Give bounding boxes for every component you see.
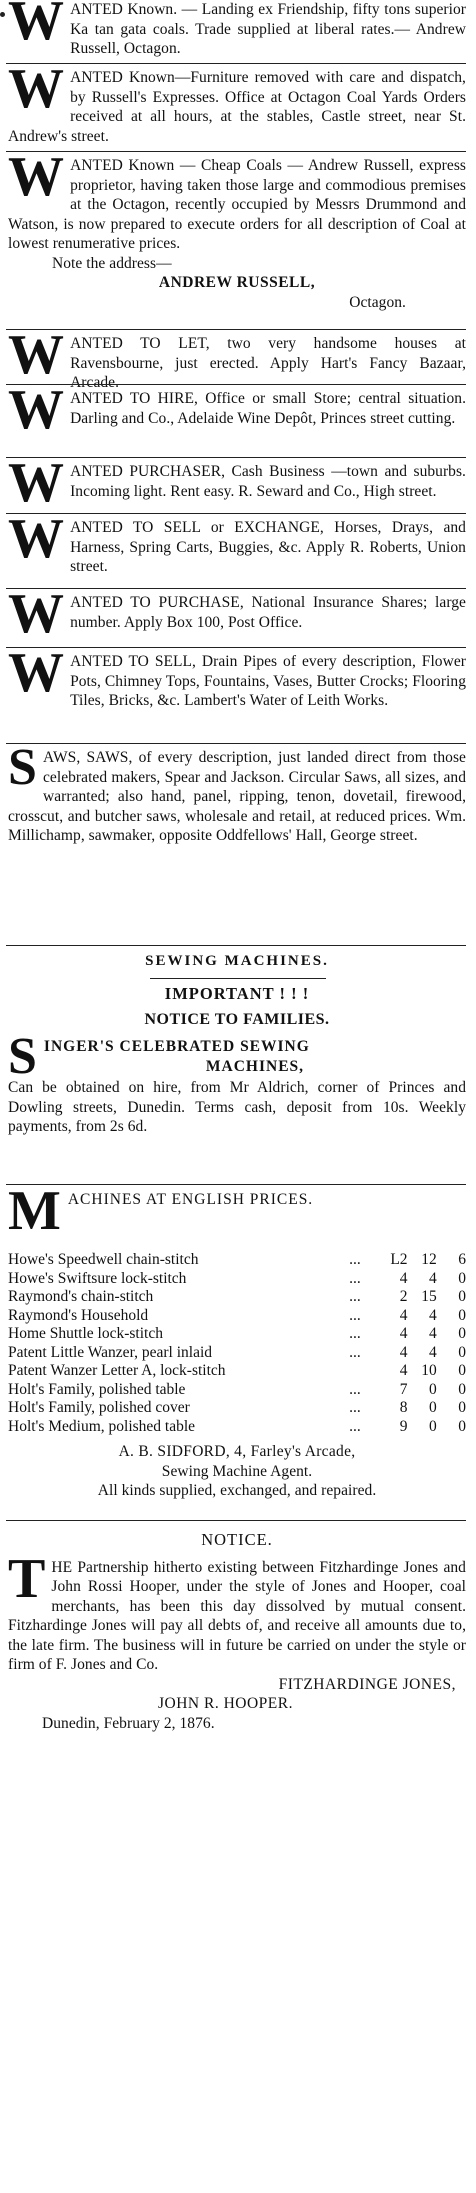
dateline: Dunedin, February 2, 1876.: [42, 1714, 215, 1732]
ad-first-line: HE Partnership hitherto existing between: [51, 1558, 315, 1576]
price-cell-l: 2: [399, 1288, 408, 1305]
price-cell-name: Patent Little Wanzer, pearl inlaid: [8, 1343, 213, 1361]
ad-russell-furniture: [8, 58, 466, 146]
price-cell-name: Holt's Family, polished table: [8, 1380, 186, 1398]
price-cell-dots: ...: [349, 1306, 361, 1324]
notice-heading: NOTICE TO FAMILIES.: [144, 1010, 330, 1028]
ad-body: with care and dispatch, by Russell's Expresses. Office at Octagon Coal Yards Orders received at all hours, at the stables, Castle street, near St. Andrew's street.: [8, 69, 466, 145]
section-heading: SEWING MACHINES.: [145, 953, 329, 969]
price-row: [8, 1270, 466, 1289]
ad-signature-place: Octagon.: [349, 293, 406, 311]
dropcap: T: [8, 1547, 46, 1610]
price-cell-dots: ...: [349, 1343, 361, 1361]
price-cell-dots: ...: [349, 1251, 361, 1268]
dropcap: W: [8, 508, 65, 570]
ad-russell-cheap-coals: [8, 146, 466, 312]
ad-machines: [8, 1180, 466, 1501]
rule: [6, 457, 466, 458]
price-cell-l: 9: [399, 1417, 408, 1435]
ad-note: Note the address—: [52, 254, 172, 272]
ad-body: houses at Ravensbourne, just erected. Apply Hart's Fancy Bazaar, Arcade.: [70, 335, 466, 391]
price-cell-d: 0: [458, 1306, 466, 1324]
price-cell-dots: ...: [349, 1288, 361, 1305]
price-row: [8, 1325, 466, 1344]
ad-body: Insurance Shares; large number. Apply Box 100, Post Office.: [70, 594, 466, 631]
ad-first-line: ANTED TO SELL or EXCHANGE,: [70, 519, 324, 536]
ad-singer: [8, 984, 466, 1137]
rule: [6, 151, 466, 152]
price-row: [8, 1399, 466, 1418]
ad-purchase-shares: [8, 583, 466, 645]
price-cell-dots: ...: [349, 1417, 361, 1435]
rule: [6, 1184, 466, 1185]
price-cell-d: 0: [458, 1362, 466, 1379]
price-cell-s: 0: [429, 1417, 437, 1435]
short-rule: [150, 978, 326, 979]
ad-purchaser: [8, 452, 466, 514]
dropcap: W: [8, 379, 65, 441]
price-cell-dots: ...: [349, 1399, 361, 1416]
rule: [6, 945, 466, 946]
ad-first-line: ANTED TO LET, two very handsome: [70, 335, 377, 352]
price-cell-s: 0: [429, 1380, 437, 1398]
ad-first-line: AWS, SAWS, of every description, just: [42, 749, 301, 766]
price-cell-l: 4: [399, 1306, 408, 1324]
ad-body: Friendship, fifty tons superior Ka tan gata coals. Trade supplied at liberal rates.— Andrew Russell, Octagon.: [70, 1, 467, 57]
tagline: All kinds supplied, exchanged, and repaired.: [97, 1482, 377, 1499]
rule: [6, 1520, 466, 1521]
dropcap: S: [8, 1028, 38, 1085]
rule: [6, 588, 466, 589]
price-cell-name: Raymond's Household: [8, 1306, 149, 1324]
price-row: [8, 1344, 466, 1363]
ad-body: Can be obtained on hire, from Mr Aldrich, corner of Princes and Dowling streets, Dunedin. Terms cash, deposit from 10s. Weekly payments, from 2s 6d.: [8, 1079, 466, 1135]
dropcap: W: [8, 58, 65, 120]
ad-first-line: ANTED TO HIRE, Office or small: [70, 390, 307, 407]
price-cell-l: 4: [399, 1325, 408, 1342]
price-cell-name: Howe's Swiftsure lock-stitch: [8, 1269, 187, 1287]
price-cell-s: 4: [429, 1343, 437, 1361]
price-cell-l: L2: [390, 1251, 408, 1268]
price-cell-d: 0: [458, 1288, 466, 1305]
price-cell-d: 0: [458, 1325, 466, 1342]
price-cell-dots: ...: [349, 1325, 361, 1342]
price-cell-d: 0: [458, 1399, 466, 1416]
seller-title: Sewing Machine Agent.: [161, 1462, 313, 1480]
ad-body: —town and suburbs. Incoming light. Rent easy. R. Seward and Co., High street.: [70, 463, 466, 500]
ad-to-hire: [8, 379, 466, 441]
price-row: [8, 1288, 466, 1307]
price-cell-l: 4: [399, 1362, 408, 1379]
ad-first-line: ANTED Known. — Landing ex: [70, 1, 274, 18]
price-cell-name: Holt's Family, polished cover: [8, 1399, 190, 1416]
price-cell-name: Home Shuttle lock-stitch: [8, 1325, 163, 1342]
price-cell-d: 0: [458, 1380, 466, 1398]
ad-saws: [8, 739, 466, 846]
price-cell-s: 4: [429, 1325, 437, 1342]
price-cell-d: 0: [458, 1343, 466, 1361]
price-row: [8, 1381, 466, 1400]
rule: [6, 513, 466, 514]
ad-second-line: MACHINES,: [205, 1057, 305, 1075]
price-cell-s: 4: [429, 1306, 437, 1324]
ad-first-line: ANTED TO SELL, Drain Pipes of: [70, 653, 297, 670]
ad-first-line: INGER'S CELEBRATED SEWING: [43, 1038, 310, 1055]
price-row: [8, 1307, 466, 1326]
price-row: [8, 1418, 466, 1437]
ad-russell-coals: [8, 0, 466, 59]
ad-first-line: ACHINES AT ENGLISH PRICES.: [67, 1191, 314, 1208]
signature-1: FITZHARDINGE JONES,: [278, 1675, 456, 1693]
notice-title: NOTICE.: [201, 1530, 273, 1549]
seller-line: A. B. SIDFORD, 4, Farley's Arcade,: [118, 1443, 356, 1460]
ad-first-line: ANTED Known—Furniture removed: [70, 69, 310, 86]
price-table: [8, 1251, 466, 1436]
price-cell-s: 15: [421, 1288, 437, 1305]
price-cell-name: Raymond's chain-stitch: [8, 1288, 154, 1305]
signature-2: JOHN R. HOOPER.: [158, 1695, 293, 1712]
price-cell-s: 4: [429, 1269, 437, 1287]
price-cell-l: 4: [399, 1269, 408, 1287]
ad-body: Horses, Drays, and Harness, Spring Carts, Buggies, &c. Apply R. Roberts, Union street.: [70, 519, 466, 575]
dropcap: M: [8, 1180, 62, 1242]
dropcap: W: [8, 324, 65, 386]
dropcap: S: [8, 739, 37, 796]
price-cell-name: Patent Wanzer Letter A, lock-stitch: [8, 1362, 226, 1379]
important-heading: IMPORTANT ! ! !: [164, 984, 310, 1003]
dropcap: W: [8, 0, 65, 52]
ad-sell-exchange: [8, 508, 466, 577]
ad-drain-pipes: [8, 642, 466, 711]
ad-body: Store; central situation. Darling and Co., Adelaide Wine Depôt, Princes street cutting.: [70, 390, 466, 427]
price-cell-l: 7: [399, 1380, 408, 1398]
ad-body: every description, Flower Pots, Chimney Tops, Fountains, Vases, Butter Crocks; Flooring Tiles, Bricks, &c. Lambert's Water of Leith Works.: [70, 653, 466, 709]
price-cell-name: Holt's Medium, polished table: [8, 1417, 196, 1435]
rule: [6, 63, 466, 64]
price-cell-dots: ...: [349, 1380, 361, 1398]
dropcap: W: [8, 583, 65, 645]
ad-signature-name: ANDREW RUSSELL,: [158, 274, 316, 291]
ad-first-line: ANTED Known — Cheap Coals —: [70, 157, 304, 174]
margin-bullet: [0, 12, 5, 17]
price-cell-d: 6: [458, 1251, 466, 1268]
rule: [6, 329, 466, 330]
dropcap: W: [8, 452, 65, 514]
rule: [6, 647, 466, 648]
rule: [6, 384, 466, 385]
price-cell-s: 10: [421, 1362, 437, 1379]
dropcap: W: [8, 146, 65, 208]
ad-sewing-machines: [8, 952, 466, 972]
ad-first-line: ANTED PURCHASER, Cash Business: [70, 463, 325, 480]
price-cell-name: Howe's Speedwell chain-stitch: [8, 1251, 199, 1268]
price-cell-l: 8: [399, 1399, 408, 1416]
ad-body: Fitzhardinge Jones and John Rossi Hooper, under the style of Jones and Hooper, coal merchants, has been this day dissolved by mutual consent. Fitzhardinge Jones will pay all debts of, and receive all amounts due to, the late firm. The business will in future be carried on under the style or firm of F. Jones and Co.: [8, 1558, 466, 1673]
price-cell-s: 0: [429, 1399, 437, 1416]
price-row: [8, 1251, 466, 1270]
price-row: [8, 1362, 466, 1381]
ad-body: Andrew Russell, express proprietor, having taken those large and commodious premises at the Octagon, recently occupied by Messrs Drummond and Watson, is now prepared to execute orders for all description of Coal at lowest renumerative prices.: [8, 157, 466, 252]
price-cell-s: 12: [421, 1251, 437, 1268]
price-cell-dots: [349, 1362, 378, 1381]
price-cell-dots: ...: [349, 1269, 361, 1287]
price-cell-d: 0: [458, 1417, 466, 1435]
price-cell-d: 0: [458, 1269, 466, 1287]
ad-body: landed direct from those celebrated makers, Spear and Jackson. Circular Saws, all sizes, and warranted; also hand, panel, ripping, tenon, dovetail, firewood, crosscut, and butcher saws, wholesale and retail, at reduced prices. Wm. Millichamp, sawmaker, opposite Oddfellows' Hall, George street.: [8, 749, 466, 844]
rule: [6, 743, 466, 744]
ad-partnership-notice: [8, 1530, 466, 1733]
dropcap: W: [8, 642, 65, 704]
price-cell-l: 4: [399, 1343, 408, 1361]
ad-first-line: ANTED TO PURCHASE, National: [70, 594, 306, 611]
